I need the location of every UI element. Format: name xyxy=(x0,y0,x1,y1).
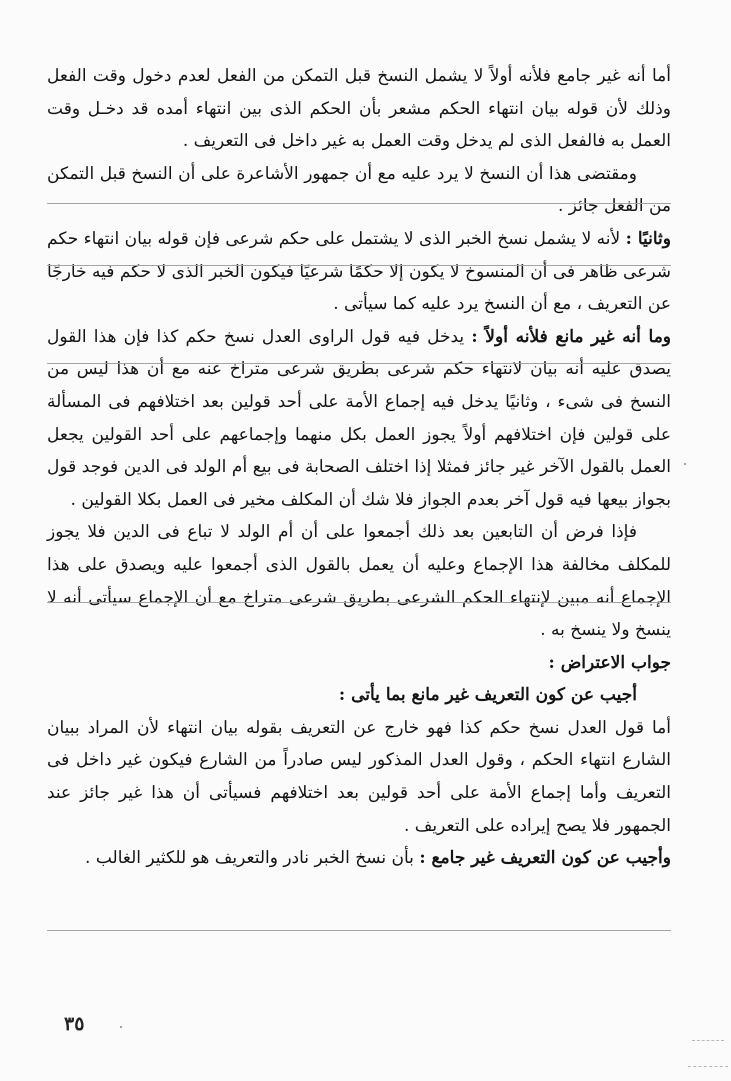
paragraph-text: فإذا فرض أن التابعين بعد ذلك أجمعوا على أن أم الولد لا تباع فى الدين فلا يجوز للمكلف مخالفة هذا الإجماع وعليه أن يعمل بالقول الذى أجمعوا عليه ويصدق على هذا الإجماع أنه مبين لإنتهاء الحكم الشرعى بطريق شرعى متراخ مع أن الإجماع سيأتى أنه لا ينسخ ولا ينسخ به . xyxy=(47,522,671,641)
paragraph-text: ومقتضى هذا أن النسخ لا يرد عليه مع أن جمهور الأشاعرة على أن النسخ قبل التمكن من الفعل جائز . xyxy=(47,163,671,217)
paragraph-text: أما أنه غير جامع فلأنه أولاً لا يشمل النسخ قبل التمكن من الفعل لعدم دخول وقت الفعل وذلك لأن قوله بيان انتهاء الحكم مشعر بأن الحكم الذى بين انتهاء أمده قد دخـل وقت العمل به فالفعل الذى لم يدخل وقت العمل به غير داخل فى التعريف . xyxy=(47,66,671,152)
paragraph-lead: وما أنه غير مانع فلأنه أولاً : xyxy=(471,326,672,347)
paragraph-divider xyxy=(47,363,671,364)
page-number: ٣٥ xyxy=(64,1013,85,1035)
scan-speck xyxy=(684,463,686,465)
paragraph-text: بأن نسخ الخبر نادر والتعريف هو للكثير الغالب . xyxy=(85,848,414,869)
heading-answer-not-exclusive: أجيب عن كون التعريف غير مانع بما يأتى : xyxy=(338,685,637,706)
scan-mark xyxy=(692,1040,724,1042)
paragraph-divider xyxy=(47,265,671,266)
paragraph-answer-not-exclusive xyxy=(47,712,671,842)
paragraph-text: يدخل فيه قول الراوى العدل نسخ حكم كذا فإن هذا القول يصدق عليه أنه بيان لانتهاء حكم شرعى بطريق شرعى متراخ عنه مع أن هذا ليس من النسخ فى شىء ، وثانيًا يدخل فيه إجماع الأمة على أحد قولين بعد اختلافهم فى المسألة على قولين فإن اختلافهم أولاً يجوز العمل بكل منهما وإجماعهم على أحد القولين يجعل العمل بالقول الآخر غير جائز فمثلا إذا اختلف الصحابة فى بيع أم الولد فى الدين فوجد قول بجواز بيعها فيه قول آخر بعدم الجواز فلا شك أن المكلف مخير فى العمل بكلا القولين . xyxy=(47,326,671,510)
paragraph-consequence xyxy=(47,158,671,223)
paragraph-divider xyxy=(47,930,671,931)
paragraph-answer-not-comprehensive xyxy=(47,842,671,875)
paragraph-not-exclusive xyxy=(47,321,671,517)
paragraph-lead: وثانيًا : xyxy=(625,228,672,249)
paragraph-lead: وأجيب عن كون التعريف غير جامع : xyxy=(419,848,671,869)
paragraph-divider xyxy=(47,602,671,603)
paragraph-divider xyxy=(47,203,671,204)
scan-speck xyxy=(120,1026,122,1028)
page-text xyxy=(47,60,671,875)
paragraph-second-reason xyxy=(47,223,671,321)
scan-mark xyxy=(688,1066,728,1068)
paragraph-not-comprehensive xyxy=(47,60,671,158)
paragraph-assumption xyxy=(47,516,671,646)
paragraph-text: لأنه لا يشمل نسخ الخبر الذى لا يشتمل على حكم شرعى فإن قوله بيان انتهاء حكم شرعى ظاهر فى أن المنسوخ لا يكون إلا حكمًا شرعيًا فيكون الخبر الذى لا حكم فيه خارجًا عن التعريف ، مع أن النسخ يرد عليه كما سيأتى . xyxy=(47,228,671,315)
paragraph-text: أما قول العدل نسخ حكم كذا فهو خارج عن التعريف بقوله بيان انتهاء لأن المراد ببيان الشارع انتهاء الحكم ، وقول العدل المذكور ليس صادراً من الشارع فيكون غير داخل فى التعريف وأما إجماع الأمة على أحد قولين بعد اختلافهم فسيأتى أن هذا غير جائز عند الجمهور فلا يصح إيراده على التعريف . xyxy=(47,717,671,836)
heading-objection-answer: جواب الاعتراض : xyxy=(548,652,671,673)
